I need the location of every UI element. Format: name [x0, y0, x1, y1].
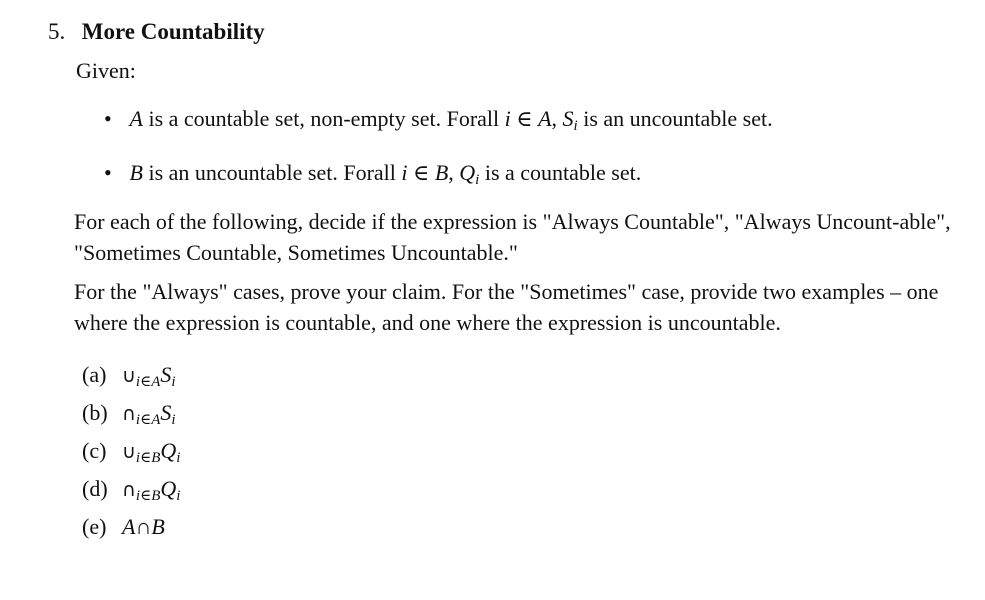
- bullet-tail: is a countable set.: [484, 160, 642, 185]
- index-var: i: [504, 106, 511, 131]
- problem-number: 5.: [48, 19, 66, 44]
- part-e: (e) A∩B: [82, 514, 165, 539]
- instructions-paragraph-1: For each of the following, decide if the expression is "Always Countable", "Always Uncount-able", "Sometimes Countable, Sometimes Uncountable.": [74, 209, 951, 265]
- part-b: (b) $\cap_{i\in A}S_i$: [82, 400, 176, 428]
- index-var: i: [401, 160, 408, 185]
- bullet-text: is an uncountable set. Forall: [148, 160, 396, 185]
- problem-heading: [48, 19, 265, 45]
- bullet-item-a: • A is a countable set, non-empty set. Forall i ∈ A, $S_i$ is an uncountable set.: [104, 106, 773, 134]
- indexed-set: $Q_i$: [459, 160, 480, 188]
- set-symbol: B: [129, 160, 143, 185]
- part-d: (d) $\cap_{i\in B}Q_i$: [82, 476, 181, 504]
- bullet-icon: •: [104, 106, 112, 131]
- indexed-set: $S_i$: [562, 106, 578, 134]
- bullet-icon: •: [104, 160, 112, 185]
- part-a: (a) $\cup_{i\in A}S_i$: [82, 362, 176, 390]
- part-c: (c) $\cup_{i\in B}Q_i$: [82, 438, 181, 466]
- bullet-tail: is an uncountable set.: [583, 106, 773, 131]
- bullet-item-b: • B is an uncountable set. Forall i ∈ B, $Q_i$ is a countable set.: [104, 160, 642, 188]
- bullet-text: is a countable set, non-empty set. Forall: [148, 106, 500, 131]
- problem-title: More Countability: [81, 19, 265, 44]
- instructions-paragraph-2: For the "Always" cases, prove your claim. For the "Sometimes" case, provide two examples – one where the expression is countable, and one where the expression is uncountable.: [74, 279, 939, 335]
- given-label: Given:: [76, 58, 136, 83]
- set-symbol: A: [129, 106, 143, 131]
